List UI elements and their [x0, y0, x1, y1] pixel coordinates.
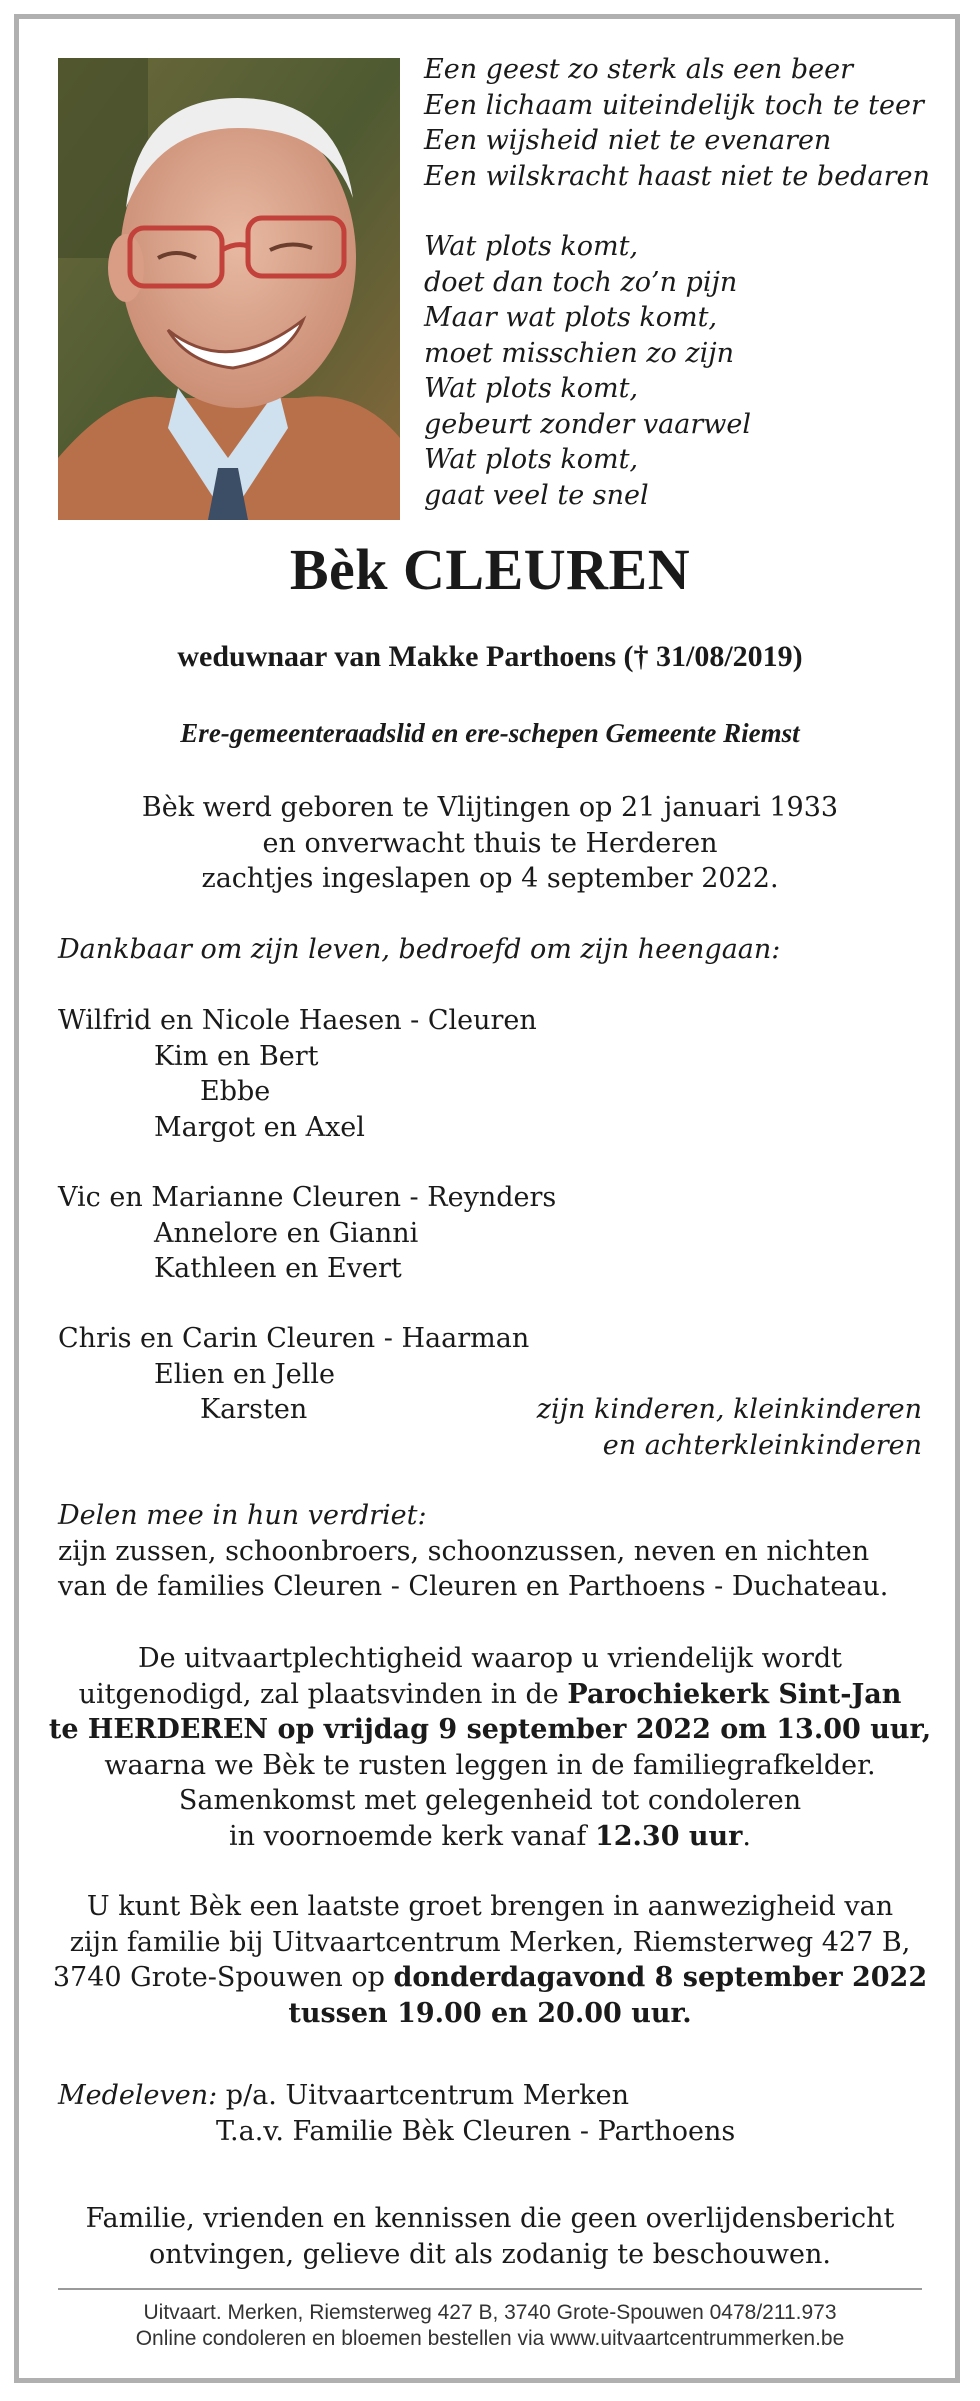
- deceased-name: Bèk CLEUREN: [289, 537, 691, 602]
- relation-line: en achterkleinkinderen: [602, 1429, 922, 1461]
- visit-line: U kunt Bèk een laatste groet brengen in aanwezigheid van: [86, 1891, 894, 1922]
- grandchild: Ebbe: [200, 1076, 271, 1107]
- poem-line: moet misschien zo zijn: [424, 337, 734, 369]
- share-line: van de families Cleuren - Cleuren en Parthoens - Duchateau.: [58, 1571, 889, 1602]
- visit-line: zijn familie bij Uitvaartcentrum Merken, Riemsterweg 427 B,: [69, 1926, 911, 1958]
- poem-line: Een wilskracht haast niet te bedaren: [424, 160, 930, 192]
- birth-line: Bèk werd geboren te Vlijtingen op 21 januari 1933: [141, 792, 839, 823]
- relation-line: zijn kinderen, kleinkinderen: [536, 1394, 922, 1425]
- visit-time: tussen 19.00 en 20.00 uur.: [288, 1997, 692, 2029]
- portrait-illustration: [58, 58, 400, 520]
- funeral-text: uitgenodigd, zal plaatsvinden in de: [78, 1678, 568, 1710]
- closing-note: [40, 2201, 940, 2272]
- share-label: Delen mee in hun verdriet:: [58, 1500, 427, 1531]
- widower-line: weduwnaar van Makke Parthoens († 31/08/2019): [177, 640, 803, 673]
- footer-divider: [58, 2288, 922, 2290]
- poem-stanza-2: [424, 229, 944, 513]
- funeral-line: Samenkomst met gelegenheid tot condoleren: [178, 1785, 802, 1816]
- family-block-2: [58, 1180, 556, 1287]
- condolence-line: [58, 2078, 735, 2114]
- church-name: Parochiekerk Sint-Jan: [567, 1678, 902, 1710]
- poem-line: Wat plots komt,: [424, 373, 639, 404]
- poem-line: gaat veel te snel: [424, 479, 649, 511]
- visitation-info: [40, 1889, 940, 2031]
- visit-text: 3740 Grote-Spouwen op: [52, 1962, 394, 1993]
- poem-line: Een wijsheid niet te evenaren: [424, 125, 832, 156]
- condolence-time: 12.30 uur: [594, 1820, 743, 1852]
- honor-line: Ere-gemeenteraadslid en ere-schepen Gemeente Riemst: [180, 718, 800, 748]
- funeral-text: .: [742, 1820, 751, 1852]
- condolence-text: p/a. Uitvaartcentrum Merken: [217, 2080, 629, 2111]
- child-couple: Kathleen en Evert: [154, 1253, 402, 1284]
- grateful-line: Dankbaar om zijn leven, bedroefd om zijn heengaan:: [58, 934, 781, 965]
- closing-line: ontvingen, gelieve dit als zodanig te beschouwen.: [149, 2238, 831, 2270]
- condolence-address: [58, 2078, 735, 2149]
- funeral-line: [40, 1819, 940, 1855]
- share-block: [58, 1498, 888, 1605]
- child-couple: Annelore en Gianni: [154, 1217, 419, 1249]
- condolence-line: T.a.v. Familie Bèk Cleuren - Parthoens: [216, 2115, 736, 2147]
- relation-note: [537, 1392, 922, 1463]
- footer-line: Uitvaart. Merken, Riemsterweg 427 B, 3740 Grote-Spouwen 0478/211.973: [143, 2301, 837, 2324]
- poem-line: Wat plots komt,: [424, 444, 639, 475]
- funeral-line: [40, 1677, 940, 1713]
- grandchild: Karsten: [200, 1394, 308, 1425]
- funeral-line: waarna we Bèk te rusten leggen in de familiegrafkelder.: [104, 1749, 876, 1781]
- family-head: Vic en Marianne Cleuren - Reynders: [58, 1182, 557, 1213]
- birth-line: zachtjes ingeslapen op 4 september 2022.: [201, 863, 779, 894]
- portrait-photo: [58, 58, 400, 520]
- visit-line: [40, 1960, 940, 1996]
- poem-line: Een lichaam uiteindelijk toch te teer: [424, 89, 924, 121]
- birth-announcement: [40, 790, 940, 897]
- funeral-datetime: te HERDEREN op vrijdag 9 september 2022 om 13.00 uur,: [48, 1714, 932, 1745]
- family-block-3: [58, 1321, 529, 1428]
- funeral-text: in voornoemde kerk vanaf: [229, 1820, 595, 1852]
- family-head: Chris en Carin Cleuren - Haarman: [58, 1323, 530, 1354]
- child-couple: Kim en Bert: [154, 1040, 319, 1072]
- family-block-1: [58, 1003, 537, 1145]
- poem-line: Een geest zo sterk als een beer: [424, 54, 854, 85]
- child-couple: Elien en Jelle: [154, 1358, 335, 1390]
- poem-line: Maar wat plots komt,: [424, 302, 718, 333]
- poem-line: gebeurt zonder vaarwel: [424, 408, 751, 440]
- poem-line: Wat plots komt,: [424, 231, 639, 262]
- birth-line: en onverwacht thuis te Herderen: [262, 827, 718, 859]
- poem-line: doet dan toch zo’n pijn: [424, 266, 738, 298]
- child-couple: Margot en Axel: [154, 1111, 365, 1143]
- visit-date: donderdagavond 8 september 2022: [393, 1962, 928, 1993]
- family-head: Wilfrid en Nicole Haesen - Cleuren: [58, 1005, 537, 1036]
- condolence-label: Medeleven:: [58, 2080, 218, 2111]
- footer-line: Online condoleren en bloemen bestellen via www.uitvaartcentrummerken.be: [135, 2327, 845, 2350]
- poem: [424, 52, 944, 548]
- share-line: zijn zussen, schoonbroers, schoonzussen, neven en nichten: [58, 1535, 870, 1567]
- visit-line: [40, 1996, 940, 2032]
- closing-line: Familie, vrienden en kennissen die geen overlijdensbericht: [85, 2203, 895, 2234]
- funeral-line: De uitvaartplechtigheid waarop u vriendelijk wordt: [137, 1643, 843, 1674]
- footer: [40, 2300, 940, 2352]
- funeral-line: [40, 1712, 940, 1748]
- funeral-info: [40, 1641, 940, 1854]
- poem-stanza-1: [424, 52, 944, 194]
